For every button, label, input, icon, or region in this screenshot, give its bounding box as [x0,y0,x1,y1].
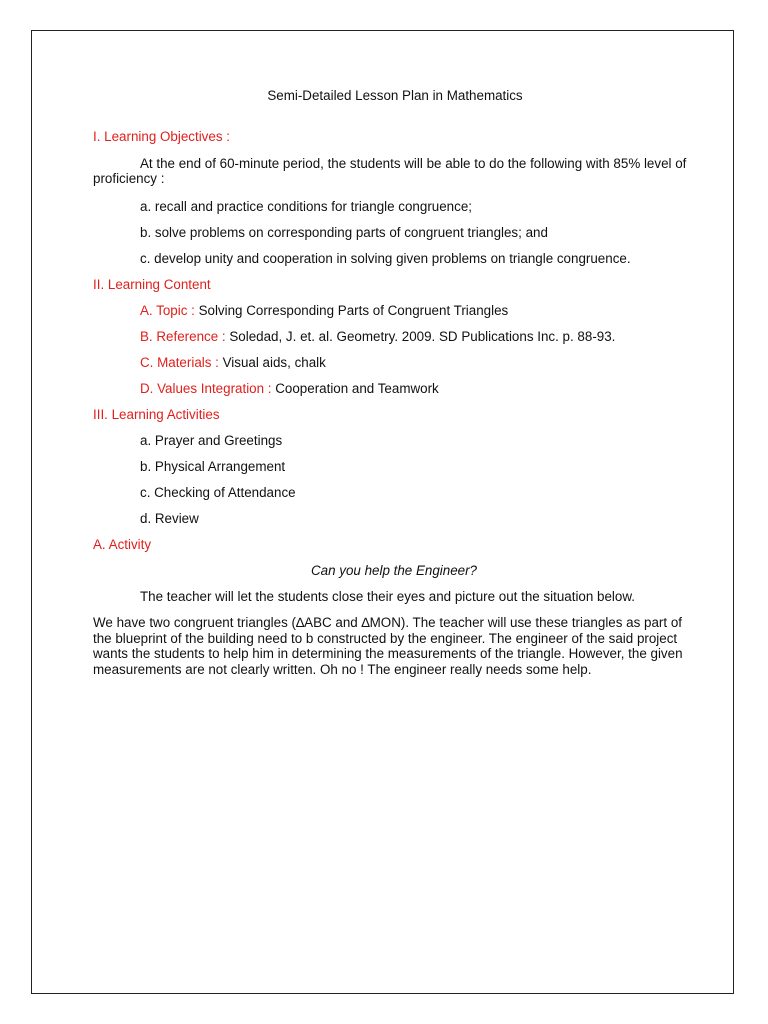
activity-subtitle: Can you help the Engineer? [310,563,478,578]
objective-item-b: b. solve problems on corresponding parts of congruent triangles; and [140,225,548,240]
topic-label: A. Topic : [140,303,195,318]
objective-item-a: a. recall and practice conditions for triangle congruence; [140,199,472,214]
objective-item-c: c. develop unity and cooperation in solving given problems on triangle congruence. [140,251,631,266]
document-page [31,30,734,994]
values-value: Cooperation and Teamwork [275,381,439,396]
topic-value: Solving Corresponding Parts of Congruent Triangles [198,303,509,318]
activities-heading: III. Learning Activities [93,407,220,422]
objectives-heading: I. Learning Objectives : [93,129,230,144]
objectives-intro: At the end of 60-minute period, the students will be able to do the following with 85% level of proficiency : [93,156,687,186]
activity-item-d: d. Review [140,511,199,526]
content-reference [93,328,689,346]
page-content [93,87,689,677]
materials-value: Visual aids, chalk [222,355,326,370]
activity-item-c: c. Checking of Attendance [140,485,296,500]
activity-instruction: The teacher will let the students close their eyes and picture out the situation below. [140,589,635,604]
content-topic [93,302,689,320]
content-materials [93,354,689,372]
reference-label: B. Reference : [140,329,226,344]
materials-label: C. Materials : [140,355,219,370]
activity-item-a: a. Prayer and Greetings [140,433,283,448]
reference-value: Soledad, J. et. al. Geometry. 2009. SD Publications Inc. p. 88-93. [229,329,616,344]
activity-item-b: b. Physical Arrangement [140,459,286,474]
page-title: Semi-Detailed Lesson Plan in Mathematics [267,88,523,103]
content-values-integration [93,380,689,398]
activity-heading: A. Activity [93,537,152,552]
content-heading: II. Learning Content [93,277,211,292]
activity-paragraph: We have two congruent triangles (∆ABC and ∆MON). The teacher will use these triangles as part of the blueprint of the building need to b constructed by the engineer. The engineer of the said project wants the students to help him in determining the measurements of the triangle. However, the given measurements are not clearly written. Oh no ! The engineer really needs some help. [93,615,683,677]
values-label: D. Values Integration : [140,381,272,396]
